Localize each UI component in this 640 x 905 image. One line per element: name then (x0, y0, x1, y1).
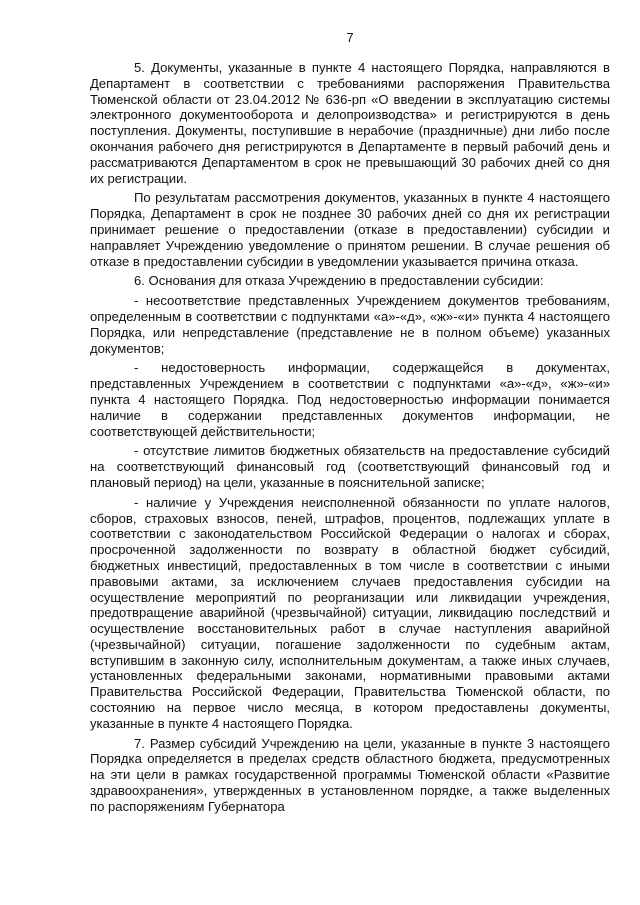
paragraph-5-documents-registration: 5. Документы, указанные в пункте 4 настоящего Порядка, направляются в Департамент в соответствии с требованиями распоряжения Правительства Тюменской области от 23.04.2012 № 636-рп «О введении в эксплуатацию системы электронного документооборота и делопроизводства» и регистрируются в день поступления. Документы, поступившие в нерабочие (праздничные) дни либо после окончания рабочего дня регистрируются в Департаменте в первый рабочий день и рассматриваются Департаментом в срок не превышающий 30 рабочих дней со дня их регистрации. (90, 60, 610, 186)
list-item-no-budget-limits: - отсутствие лимитов бюджетных обязательств на предоставление субсидий на соответствующий финансовый год (соответствующий финансовый год и плановый период) на цели, указанные в пояснительной записке; (90, 443, 610, 490)
page-number: 7 (346, 30, 354, 45)
document-page (90, 30, 610, 819)
paragraph-7-subsidy-amount: 7. Размер субсидий Учреждению на цели, указанные в пункте 3 настоящего Порядка определяется в пределах средств областного бюджета, предусмотренных на эти цели в рамках государственной программы Тюменской области «Развитие здравоохранения», утвержденных в установленном порядке, а также выделенных по распоряжениям Губернатора (90, 735, 610, 814)
paragraph-review-results: По результатам рассмотрения документов, указанных в пункте 4 настоящего Порядка, Департамент в срок не позднее 30 рабочих дней со дня их регистрации принимает решение о предоставлении (отказе в предоставлении) субсидии и направляет Учреждению уведомление о принятом решении. В случае решения об отказе в предоставлении субсидии в уведомлении указывается причина отказа. (90, 190, 610, 269)
list-item-inaccurate-information: - недостоверность информации, содержащейся в документах, представленных Учреждением в соответствии с подпунктами «а»-«д», «ж»-«и» пункта 4 настоящего Порядка. Под недостоверностью информации понимается наличие в содержании представленных документов информации, не соответствующей действительности; (90, 360, 610, 439)
list-item-document-mismatch: - несоответствие представленных Учреждением документов требованиям, определенным в соответствии с подпунктами «а»-«д», «ж»-«и» пункта 4 настоящего Порядка, или непредставление (представление не в полном объеме) указанных документов; (90, 293, 610, 356)
paragraph-6-refusal-grounds: 6. Основания для отказа Учреждению в предоставлении субсидии: (134, 273, 544, 289)
list-item-unpaid-obligations: - наличие у Учреждения неисполненной обязанности по уплате налогов, сборов, страховых взносов, пеней, штрафов, процентов, подлежащих уплате в соответствии с законодательством Российской Федерации о налогах и сборах, просроченной задолженности по возврату в областной бюджет субсидий, бюджетных инвестиций, предоставленных в том числе в соответствии с иными правовыми актами, за исключением случаев предоставления субсидии на осуществление мероприятий по реорганизации или ликвидации учреждения, предотвращение аварийной (чрезвычайной) ситуации, ликвидацию последствий и осуществление восстановительных работ в случае наступления аварийной (чрезвычайной) ситуации, погашение задолженности по судебным актам, вступившим в законную силу, исполнительным документам, а также иных случаев, установленных федеральными законами, нормативными правовыми актами Правительства Российской Федерации, Правительства Тюменской области, по состоянию на первое число месяца, в котором предоставлены документы, указанные в пункте 4 настоящего Порядка. (90, 494, 610, 731)
